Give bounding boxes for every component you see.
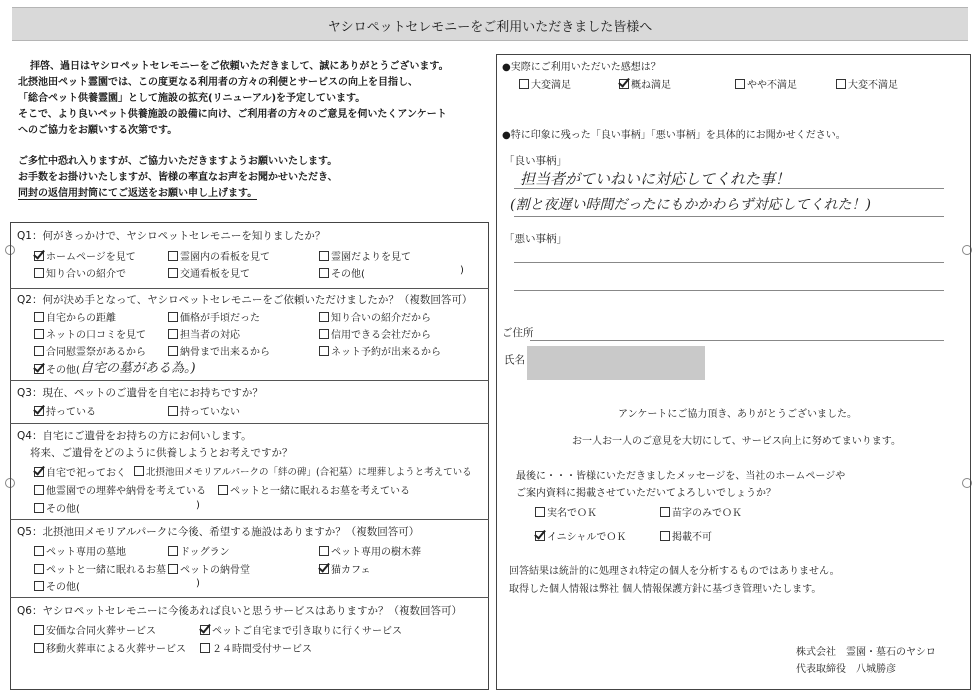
checkbox[interactable]	[168, 251, 178, 261]
q5-option[interactable]: その他(	[34, 578, 80, 593]
checkbox[interactable]	[168, 329, 178, 339]
intro-line: 同封の返信用封筒にてご返送をお願い申し上げます。	[18, 184, 257, 200]
q2-option[interactable]: 知り合いの紹介だから	[319, 309, 431, 324]
q1-text: Q1：何がきっかけで、ヤシロペットセレモニーを知りましたか？	[17, 230, 326, 242]
q3-option[interactable]: 持っている	[34, 403, 96, 418]
q6-text: Q6：ヤシロペットセレモニーに今後あれば良いと思うサービスはありますか？（複数回答可）	[17, 605, 463, 617]
checkbox[interactable]	[34, 643, 44, 653]
q1-option[interactable]: ホームページを見て	[34, 248, 136, 263]
q5-option[interactable]: 猫カフェ	[319, 561, 371, 576]
q1-option[interactable]: その他(	[319, 265, 365, 280]
publish-option[interactable]: 実名でＯＫ	[535, 504, 597, 519]
ceo-name: 代表取締役 八城勝彦	[796, 664, 896, 675]
checkbox[interactable]	[319, 564, 329, 574]
publish-option[interactable]: イニシャルでＯＫ	[535, 528, 626, 543]
q2-option[interactable]: 信用できる会社だから	[319, 326, 431, 341]
checkbox[interactable]	[34, 346, 44, 356]
writing-line	[514, 188, 944, 189]
good-label: 「良い事柄」	[504, 155, 567, 167]
intro-line: 北摂池田ペット霊園では、この度更なる利用者の方々の利便とサービスの向上を目指し、	[18, 77, 418, 88]
q5-option[interactable]: ペットと一緒に眠れるお墓	[34, 561, 166, 576]
q2-option[interactable]: 自宅からの距離	[34, 309, 116, 324]
q2-handwritten-answer: 自宅の墓がある為。)	[80, 361, 196, 376]
checkbox[interactable]	[34, 268, 44, 278]
good-handwritten-line: 担当者がていねいに対応してくれた事！	[520, 170, 791, 188]
paren-close: )	[460, 265, 464, 276]
divider	[10, 597, 489, 598]
survey-header	[12, 7, 968, 41]
writing-line	[514, 262, 944, 263]
q4-option[interactable]: 他霊園での埋葬や納骨を考えている	[34, 482, 206, 497]
paren-close: )	[196, 500, 200, 511]
checkbox[interactable]	[168, 406, 178, 416]
intro-line: そこで、より良いペット供養施設の設備に向け、ご利用者の方々のご意見を伺いたくアンケート	[18, 109, 447, 120]
checkbox[interactable]	[168, 346, 178, 356]
checkbox[interactable]	[519, 79, 529, 89]
q3-text: Q3：現在、ペットのご遺骨を自宅にお持ちですか？	[17, 387, 263, 399]
publish-option[interactable]: 掲載不可	[660, 528, 712, 543]
q2-option[interactable]: 価格が手頃だった	[168, 309, 260, 324]
intro-line: ご多忙中恐れ入りますが、ご協力いただきますようお願いいたします。	[18, 156, 338, 167]
redacted-name	[527, 346, 705, 380]
paren-close: )	[196, 578, 200, 589]
q3-option[interactable]: 持っていない	[168, 403, 240, 418]
checkbox[interactable]	[660, 531, 670, 541]
checkbox[interactable]	[660, 507, 670, 517]
checkbox[interactable]	[168, 564, 178, 574]
impression-question: ●実際にご利用いただいた感想は？	[502, 62, 661, 73]
name-label: 氏名	[504, 354, 525, 366]
q6-option[interactable]: 安価な合同火葬サービス	[34, 622, 156, 637]
company-name: 株式会社 霊園・墓石のヤシロ	[796, 647, 936, 658]
checkbox[interactable]	[34, 546, 44, 556]
intro-line: へのご協力をお願いする次第です。	[18, 125, 178, 136]
checkbox[interactable]	[168, 546, 178, 556]
q2-option[interactable]: 合同慰霊祭があるから	[34, 343, 146, 358]
address-label: ご住所	[502, 327, 534, 339]
q2-option[interactable]: 担当者の対応	[168, 326, 240, 341]
final-question-line: ご案内資料に掲載させていただいてよろしいでしょうか？	[516, 488, 776, 499]
thanks-line: アンケートにご協力頂き、ありがとうございました。	[618, 409, 857, 420]
q5-option[interactable]: ペット専用の樹木葬	[319, 543, 421, 558]
q5-option[interactable]: ペット専用の墓地	[34, 543, 126, 558]
checkbox[interactable]	[34, 503, 44, 513]
checkbox[interactable]	[34, 625, 44, 635]
writing-line	[514, 216, 944, 217]
impression-option[interactable]: 大変満足	[519, 76, 571, 91]
checkbox[interactable]	[535, 507, 545, 517]
q4-option[interactable]: ペットと一緒に眠れるお墓を考えている	[218, 482, 410, 497]
q5-option[interactable]: ペットの納骨堂	[168, 561, 250, 576]
checkbox[interactable]	[319, 346, 329, 356]
checkbox[interactable]	[34, 312, 44, 322]
intro-line: 拝啓、過日はヤシロペットセレモニーをご依頼いただきまして、誠にありがとうございます。	[30, 61, 449, 72]
impression-option[interactable]: 概ね満足	[619, 76, 671, 91]
survey-title: ヤシロペットセレモニーをご利用いただきました皆様へ	[327, 20, 653, 35]
checkbox[interactable]	[735, 79, 745, 89]
checkbox[interactable]	[34, 581, 44, 591]
q2-option[interactable]: 納骨まで出来るから	[168, 343, 270, 358]
q2-option[interactable]: その他(	[34, 361, 80, 376]
impression-option[interactable]: やや不満足	[735, 76, 797, 91]
bad-label: 「悪い事柄」	[504, 233, 567, 245]
q2-option[interactable]: ネットの口コミを見て	[34, 326, 146, 341]
checkbox[interactable]	[34, 564, 44, 574]
checkbox[interactable]	[168, 312, 178, 322]
checkbox[interactable]	[34, 329, 44, 339]
checkbox[interactable]	[535, 531, 545, 541]
checkbox[interactable]	[134, 466, 144, 476]
q6-option[interactable]: ２４時間受付サービス	[200, 640, 312, 655]
q6-option[interactable]: 移動火葬車による火葬サービス	[34, 640, 186, 655]
checkbox[interactable]	[200, 625, 210, 635]
privacy-line: 取得した個人情報は弊社 個人情報保護方針に基づき管理いたします。	[509, 584, 822, 595]
privacy-line: 回答結果は統計的に処理され特定の個人を分析するものではありません。	[509, 566, 840, 577]
q2-option[interactable]: ネット予約が出来るから	[319, 343, 441, 358]
checkbox[interactable]	[34, 467, 44, 477]
q1-option[interactable]: 霊園だよりを見て	[319, 248, 411, 263]
checkbox[interactable]	[34, 364, 44, 374]
q2-text: Q2：何が決め手となって、ヤシロペットセレモニーをご依頼いただけましたか？（複数回答可）	[17, 294, 473, 306]
checkbox[interactable]	[319, 268, 329, 278]
checkbox[interactable]	[319, 251, 329, 261]
writing-line	[514, 290, 944, 291]
q1-option[interactable]: 知り合いの紹介で	[34, 265, 126, 280]
divider	[10, 380, 489, 381]
checkbox[interactable]	[319, 329, 329, 339]
q4-option[interactable]: 自宅で祀っておく	[34, 464, 126, 479]
q1-option[interactable]: 霊園内の看板を見て	[168, 248, 270, 263]
thanks-line: お一人お一人のご意見を大切にして、サービス向上に努めてまいります。	[572, 436, 901, 447]
checkbox[interactable]	[218, 485, 228, 495]
intro-line: お手数をお掛けいたしますが、皆様の率直なお声をお聞かせいただき、	[18, 172, 338, 183]
divider	[10, 423, 489, 424]
checkbox[interactable]	[34, 406, 44, 416]
impression-option[interactable]: 大変不満足	[836, 76, 898, 91]
checkbox[interactable]	[200, 643, 210, 653]
checkbox[interactable]	[34, 485, 44, 495]
address-line	[530, 340, 944, 341]
q5-text: Q5：北摂池田メモリアルパークに今後、希望する施設はありますか？（複数回答可）	[17, 526, 420, 538]
good-handwritten-line: (割と夜遅い時間だったにもかかわらず対応してくれた！)	[510, 197, 871, 213]
q6-option[interactable]: ペットご自宅まで引き取りに行くサービス	[200, 622, 402, 637]
checkbox[interactable]	[319, 546, 329, 556]
detail-question: ●特に印象に残った「良い事柄」「悪い事柄」を具体的にお聞かせください。	[502, 130, 846, 141]
checkbox[interactable]	[168, 268, 178, 278]
checkbox[interactable]	[619, 79, 629, 89]
divider	[10, 519, 489, 520]
q1-option[interactable]: 交通看板を見て	[168, 265, 250, 280]
q5-option[interactable]: ドッグラン	[168, 543, 230, 558]
checkbox[interactable]	[34, 251, 44, 261]
q4-option[interactable]: その他(	[34, 500, 80, 515]
checkbox[interactable]	[319, 312, 329, 322]
intro-line: 「総合ペット供養霊園」として施設の拡充(リニューアル)を予定しています。	[18, 93, 366, 104]
publish-option[interactable]: 苗字のみでＯＫ	[660, 504, 742, 519]
q4-option[interactable]: 北摂池田メモリアルパークの「絆の碑」(合祀墓）に埋葬しようと考えている	[134, 464, 472, 478]
checkbox[interactable]	[836, 79, 846, 89]
q4-subtext: 将来、ご遺骨をどのように供養しようとお考えですか？	[30, 447, 293, 459]
divider	[10, 288, 489, 289]
q4-text: Q4：自宅にご遺骨をお持ちの方にお伺いします。	[17, 430, 252, 442]
final-question-line: 最後に・・・皆様にいただきましたメッセージを、当社のホームページや	[516, 471, 846, 482]
